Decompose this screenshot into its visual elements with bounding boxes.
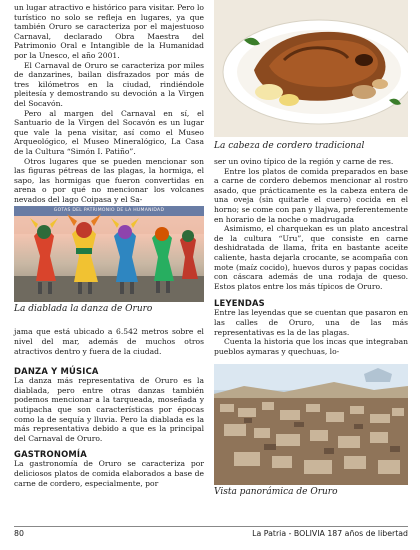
lamb-photo-caption: La cabeza de cordero tradicional (214, 141, 365, 151)
paragraph: ser un ovino típico de la región y carne de res. (214, 157, 394, 166)
page-number: 80 (14, 529, 24, 538)
paragraph: un lugar atractivo e histórico para visitar. Pero lo turístico no solo se refleja en lugares, ya que también Oruro se caracteriza por el majestuoso Carnaval, declarado Obra Maestra del Patrimonio Oral e Intangible de la Humanidad por la Unesco, el año 2001. (14, 3, 204, 60)
lamb-head-photo (214, 0, 408, 137)
oruro-panorama-photo (214, 364, 408, 485)
city-panorama-illustration (214, 364, 408, 485)
diablada-dance-photo (14, 206, 204, 302)
publication-brand: La Patria - BOLIVIA 187 años de libertad (252, 529, 408, 538)
paragraph: El Carnaval de Oruro se caracteriza por miles de danzarines, bailan disfrazados por más de tres kilómetros en la ciudad, rindiéndole pleitesía y demostrando su devoción a la Virgen del Socavón. (14, 60, 204, 108)
left-column (14, 3, 204, 488)
page-footer (14, 526, 408, 539)
section-heading-legends: LEYENDAS (214, 298, 265, 309)
paragraph: La danza más representativa de Oruro es la diablada, pero entre otras danzas también podemos mencionar a la tarqueada, moseñada y autipacha que son características por épocas como la de sequía y lluvia. Pero la diablada es la más representativa debido a que es la principal del Carnaval de Oruro. (14, 376, 204, 443)
paragraph: Pero al margen del Carnaval en sí, el Santuario de la Virgen del Socavón es un lugar que vale la pena visitar, así como el Museo Arqueológico, el Museo Mineralógico, La Casa de la Cultura “Simón I. Patiño”. (14, 108, 204, 156)
dance-photo-caption: La diablada la danza de Oruro (14, 304, 153, 315)
photo-banner: GOTAS DEL PATRIMONIO DE LA HUMANIDAD (14, 206, 204, 216)
dancers-illustration (14, 206, 204, 302)
paragraph: Entre las leyendas que se cuentan que pasaron en las calles de Oruro, una de las más representativas es la de las plagas. (214, 308, 408, 337)
paragraph: Otros lugares que se pueden mencionar son las figuras pétreas de las plagas, la hormiga, el sapo, las hormigas que fueron convertidas en arena o por qué no mencionar los volcanes nevados del lago Coipasa y el Sa- (14, 156, 204, 204)
paragraph: Asimismo, el charquekan es un plato ancestral de la cultura “Uru”, que consiste en carne deshidratada de llama, frita en bastante aceite caliente, hasta dejarla crocante, se acompaña con mote (maíz cocido), huevos duros y papas cocidas con cáscara además de una rodaja de queso. Estos platos entre los más típicos de Oruro. (214, 224, 408, 291)
right-column (214, 0, 408, 498)
lamb-head-dish-illustration (214, 0, 408, 137)
section-heading-gastronomy: GASTRONOMÍA (14, 449, 87, 460)
panorama-photo-caption: Vista panorámica de Oruro (214, 487, 338, 498)
paragraph: La gastronomía de Oruro se caracteriza por deliciosos platos de comida elaborados a base de carne de cordero, especialmente, por (14, 459, 204, 488)
paragraph: Entre los platos de comida preparados en base a carne de cordero debemos mencionar al rostro asado, que prácticamente es la cabeza entera de una oveja (sin quitarle el cuero) cocida en el horno; se come con pan y llajwa, preferentemente en horario de la noche o madrugada (214, 166, 408, 224)
section-heading-dance: DANZA Y MÚSICA (14, 366, 99, 377)
paragraph: jama que está ubicado a 6.542 metros sobre el nivel del mar, además de muchos otros atractivos dentro y fuera de la ciudad. (14, 327, 204, 356)
paragraph: Cuenta la historia que los incas que integraban pueblos aymaras y quechuas, lo- (214, 337, 408, 356)
